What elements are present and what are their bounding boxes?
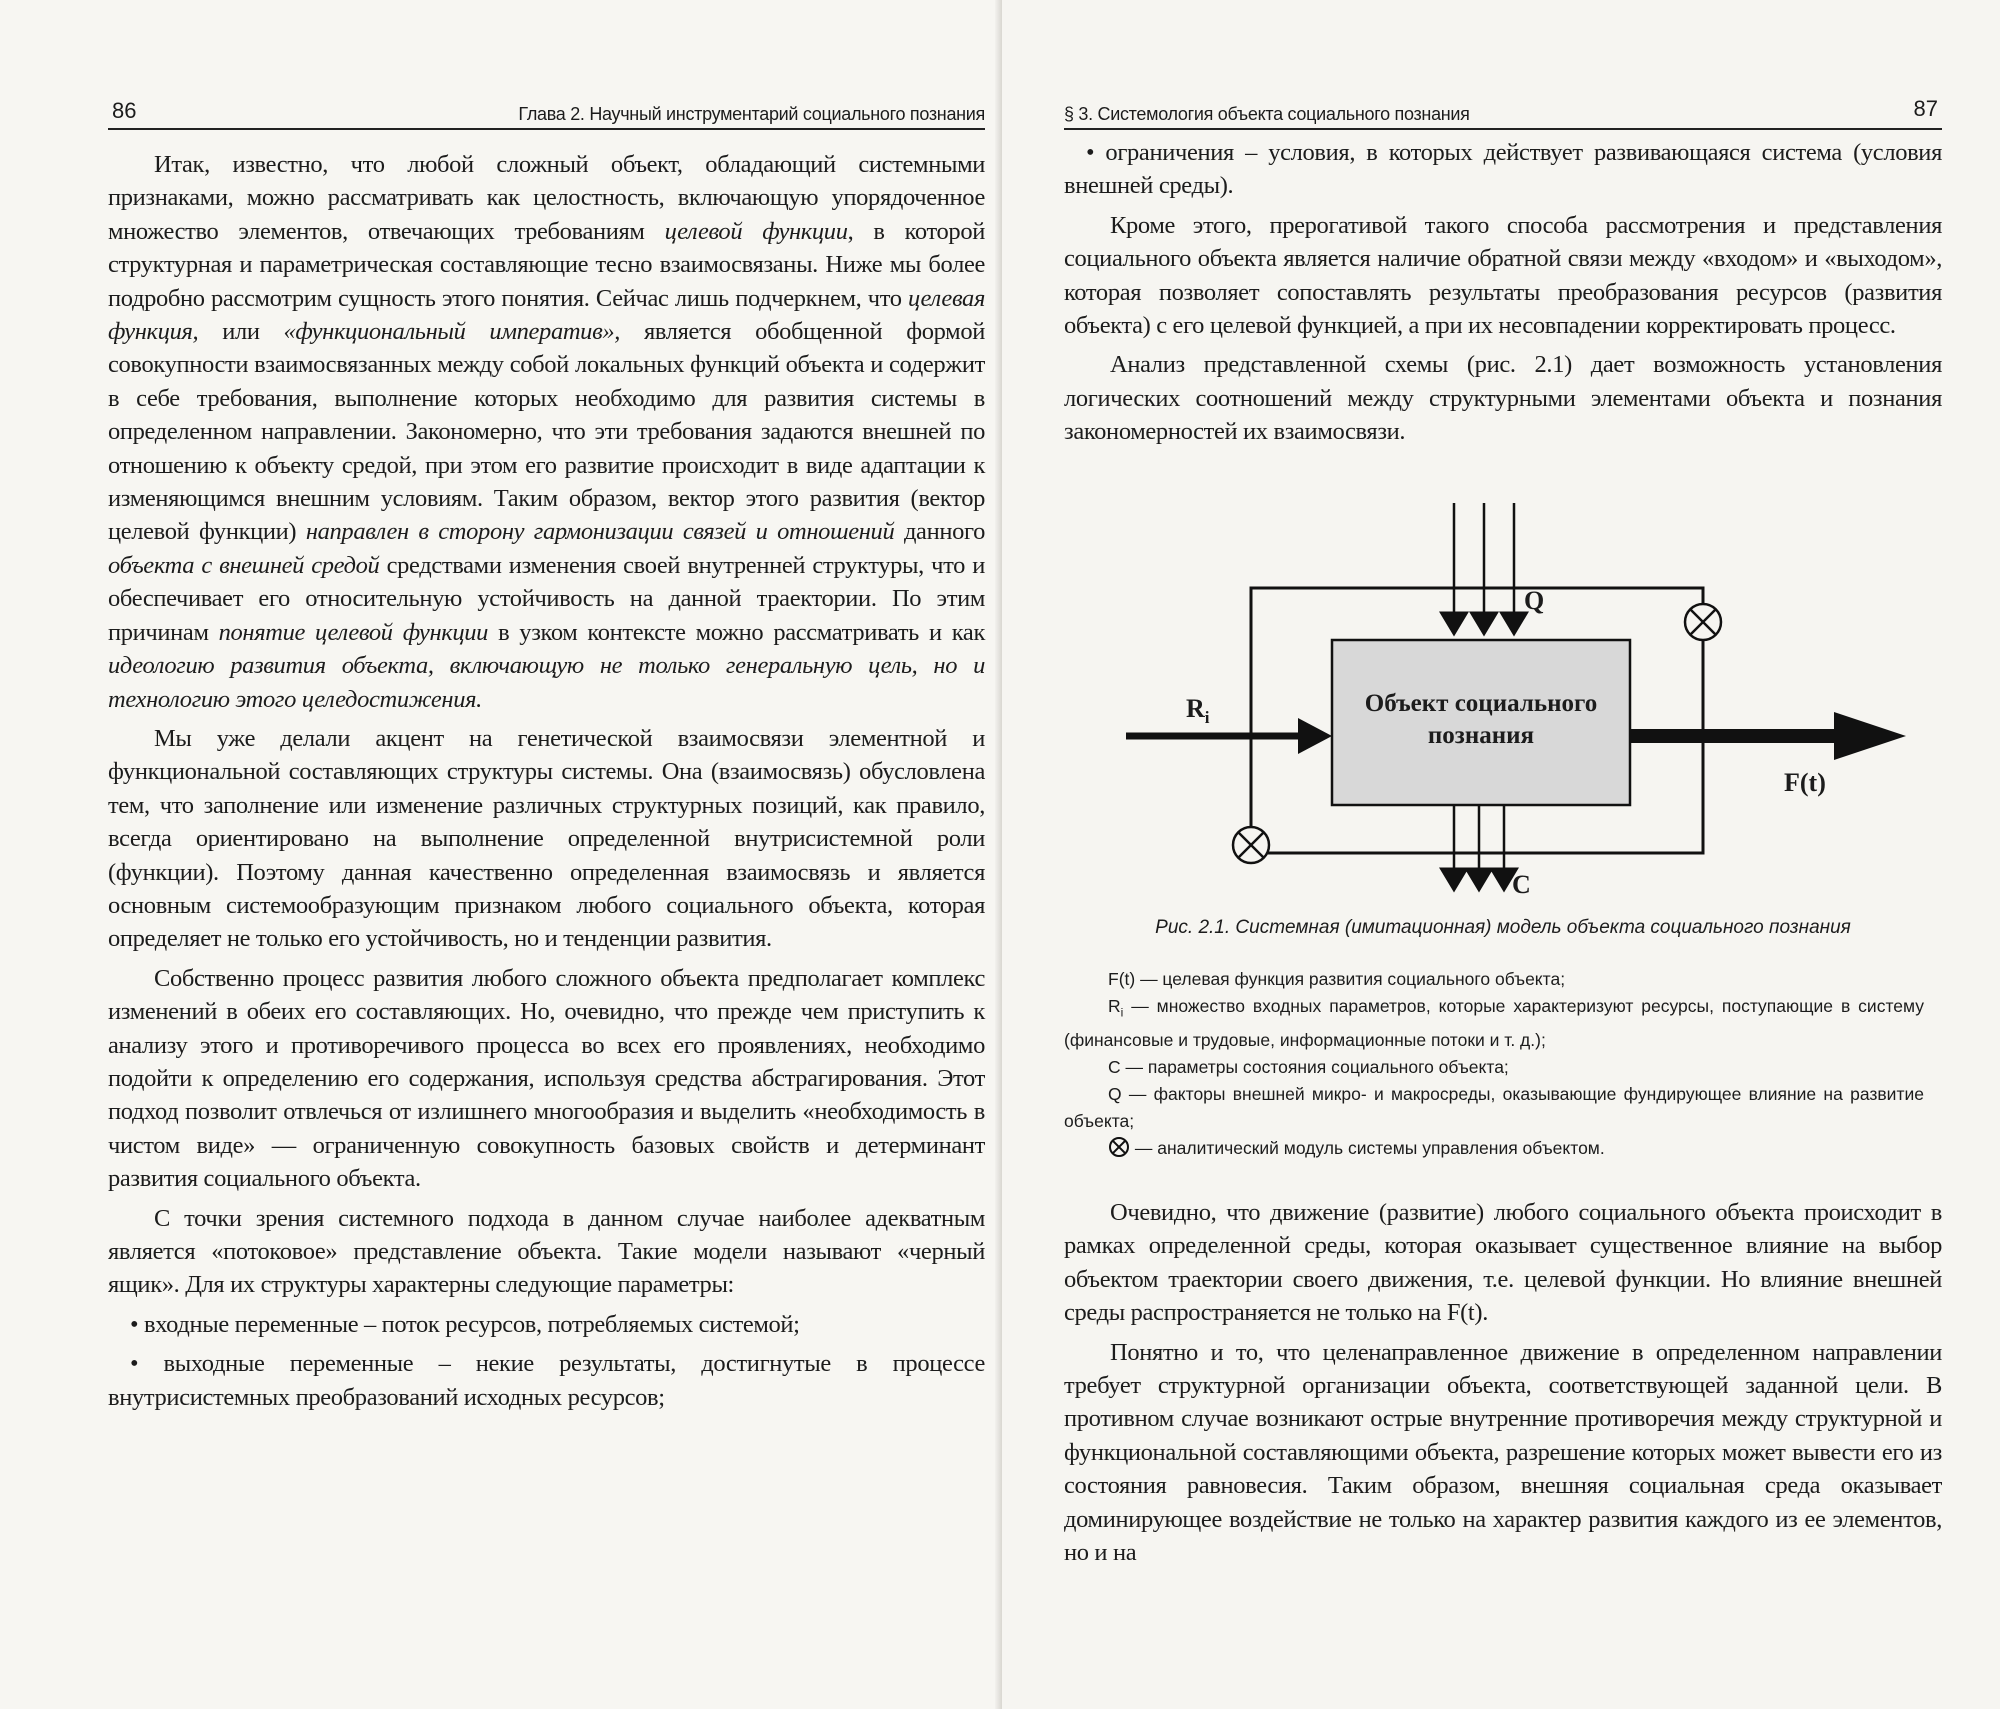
right-page [1002, 0, 2000, 1709]
legend-f: F(t) — целевая функция развития социального объекта; [1108, 969, 1566, 989]
paragraph-8: Понятно и то, что целенаправленное движение в определенном направлении требует структурной организации объекта, соответствующей заданной цели. В противном случае возникают острые внутренние противоречия между структурной и функциональной составляющими объекта, разрешение которых может вывести его из состояния равновесия. Таким образом, внешняя социальная среда оказывает доминирующее воздействие не только на характер развития каждого из ее элементов, но и на [1064, 1338, 1942, 1567]
system-model-diagram [1064, 500, 1942, 920]
right-body-text-bottom [1064, 1196, 1942, 1569]
paragraph-4: С точки зрения системного подхода в данном случае наиболее адекватным является «потоковое» представление объекта. Такие модели называют «черный ящик». Для их структуры характерны следующие параметры: [108, 1204, 985, 1299]
page-number-right: 87 [1913, 96, 1938, 121]
paragraph-2: Мы уже делали акцент на генетической взаимосвязи элементной и функциональной составляющих структуры системы. Она (взаимосвязь) обусловлена тем, что заполнение или изменение различных структурных позиций, как правило, всегда ориентировано на выполнение определенной внутрисистемной роли (функции). Поэтому данная качественно определенная взаимосвязь и является основным системообразующим признаком любого социального объекта, которая определяет не только его устойчивость, но и тенденции развития. [108, 724, 985, 953]
control-module-top [1685, 604, 1721, 640]
label-f: F(t) [1784, 768, 1826, 797]
paragraph-6: Анализ представленной схемы (рис. 2.1) дает возможность установления логических соотношений между структурными элементами объекта и познания закономерностей их взаимосвязи. [1064, 351, 1942, 446]
bullet-input-variables: • входные переменные – поток ресурсов, потребляемых системой; [130, 1310, 800, 1338]
control-module-bottom [1233, 827, 1269, 863]
object-box-label: Объект социального познания [1364, 690, 1598, 749]
section-title: § 3. Системология объекта социального познания [1064, 104, 1470, 124]
q-arrows [1454, 503, 1514, 634]
bullet-constraints: • ограничения – условия, в которых действует развивающаяся система (условия внешней среды). [1064, 139, 1942, 200]
paragraph-7: Очевидно, что движение (развитие) любого социального объекта происходит в рамках определенной среды, которая оказывает существенное влияние на выбор объектом траектории своего движения, т.е. целевой функции. Но влияние внешней среды распространяется не только на F(t). [1064, 1199, 1942, 1327]
label-r: $R_i$ [1186, 694, 1210, 728]
f-arrow [1630, 712, 1906, 760]
left-body-text [108, 148, 985, 1414]
left-running-head [108, 92, 985, 130]
figure-legend [1064, 966, 1924, 1162]
label-q: Q [1524, 586, 1545, 615]
label-c: C [1512, 870, 1531, 899]
page-number-left: 86 [112, 98, 137, 123]
legend-x: — аналитический модуль системы управления объектом. [1064, 1135, 1924, 1162]
c-arrows [1454, 805, 1504, 890]
paragraph-5: Кроме этого, прерогативой такого способа рассмотрения и представления социального объекта является наличие обратной связи между «входом» и «выходом», которая позволяет сопоставлять результаты преобразования ресурсов (развития объекта) с его целевой функцией, а при их несовпадении корректировать процесс. [1064, 211, 1942, 340]
r-arrow [1126, 718, 1332, 754]
paragraph-3: Собственно процесс развития любого сложного объекта предполагает комплекс изменений в обеих его составляющих. Но, очевидно, что прежде чем приступить к анализу этого и противоречивого процесса во всех его проявлениях, необходимо подойти к определению его содержания, используя средства абстрагирования. Этот подход позволит отвлечься от излишнего многообразия и выделить «необходимость в чистом виде» — ограниченную совокупность базовых свойств и детерминант развития социального объекта. [108, 964, 985, 1193]
paragraph-1: Итак, известно, что любой сложный объект, обладающий системными признаками, можно рассматривать как целостность, включающую упорядоченное множество элементов, отвечающих требованиям целевой функции, в которой структурная и параметрическая составляющие тесно взаимосвязаны. Ниже мы более подробно рассмотрим сущность этого понятия. Сейчас лишь подчеркнем, что целевая функция, или «функциональный императив», является обобщенной формой совокупности взаимосвязанных между собой локальных функций объекта и содержит в себе требования, выполнение которых необходимо для развития системы в определенном направлении. Закономерно, что эти требования задаются внешней по отношению к объекту средой, при этом его развитие происходит в виде адаптации к изменяющимся внешним условиям. Таким образом, вектор этого развития (вектор целевой функции) направлен в сторону гармонизации связей и отношений данного объекта с внешней средой средствами изменения своей внутренней структуры, что и обеспечивает его относительную устойчивость на данной траектории. По этим причинам понятие целевой функции в узком контексте можно рассматривать и как идеологию развития объекта, включающую не только генеральную цель, но и технологию этого целедостижения. [108, 151, 985, 713]
right-body-text-top [1064, 136, 1942, 449]
chapter-title: Глава 2. Научный инструментарий социального познания [518, 104, 985, 124]
bullet-output-variables: • выходные переменные – некие результаты, достигнутые в процессе внутрисистемных преобразований исходных ресурсов; [108, 1350, 985, 1411]
control-module-icon [1108, 1136, 1130, 1158]
legend-c: C — параметры состояния социального объекта; [1108, 1056, 1509, 1077]
figure-caption: Рис. 2.1. Системная (имитационная) модель объекта социального познания [1155, 917, 1851, 938]
legend-r: $R_i$ — множество входных параметров, которые характеризуют ресурсы, поступающие в систему (финансовые и трудовые, информационные потоки и т. д.); [1064, 996, 1924, 1050]
legend-q: Q — факторы внешней микро- и макросреды, оказывающие фундирующее влияние на развитие объекта; [1064, 1083, 1924, 1131]
right-running-head [1064, 92, 1942, 130]
